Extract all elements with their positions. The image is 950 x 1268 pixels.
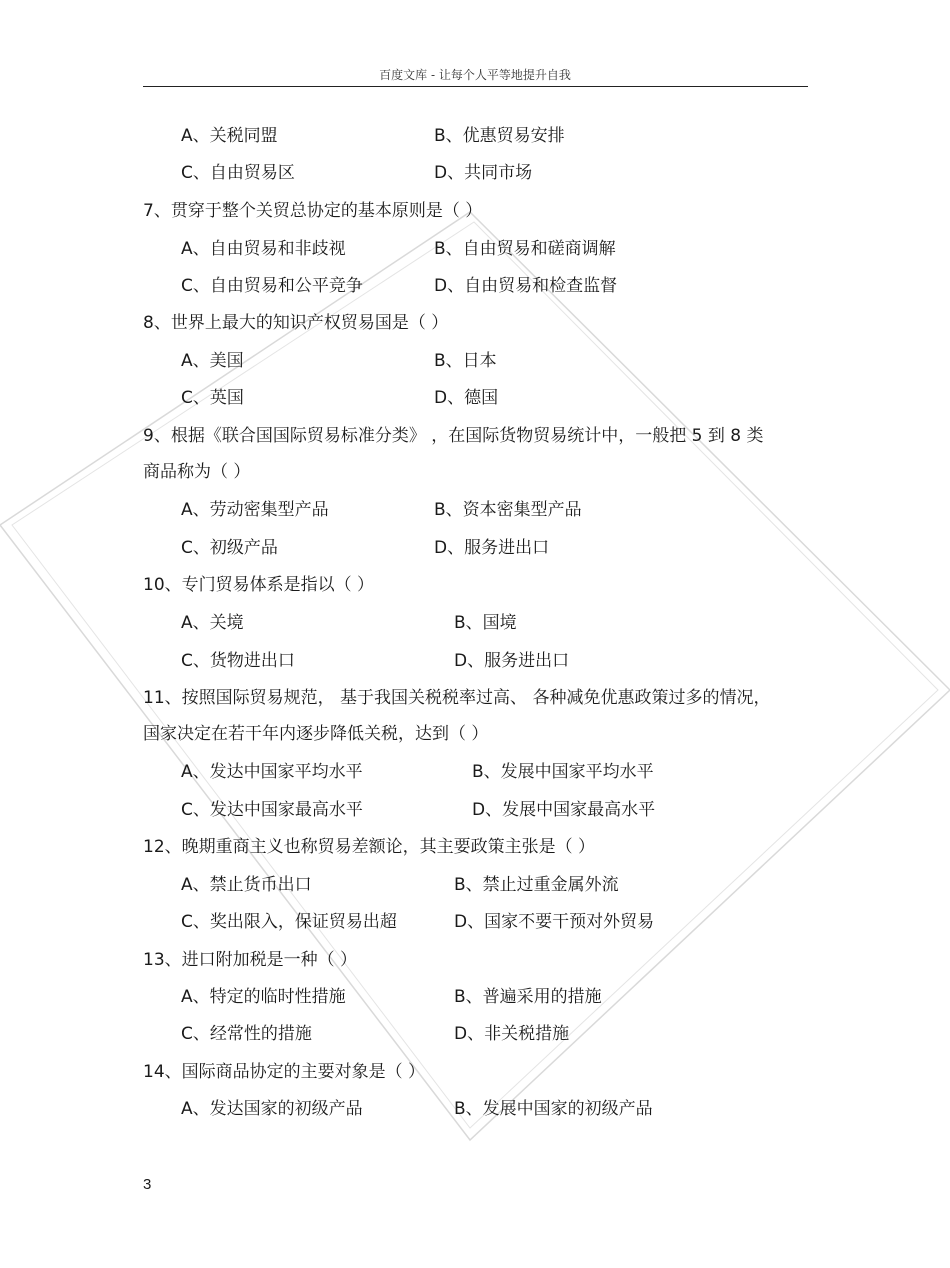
option-a: A、美国: [181, 351, 244, 371]
question-12: 12、晚期重商主义也称贸易差额论，其主要政策主张是（ ）: [143, 837, 596, 857]
option-b: B、自由贸易和磋商调解: [434, 239, 616, 259]
option-a: A、自由贸易和非歧视: [181, 239, 346, 259]
option-d: D、服务进出口: [434, 538, 550, 558]
option-c: C、自由贸易区: [181, 163, 295, 183]
option-c: C、经常性的措施: [181, 1024, 312, 1044]
option-b: B、资本密集型产品: [434, 500, 582, 520]
option-b: B、国境: [454, 613, 517, 633]
option-d: D、德国: [434, 388, 499, 408]
option-c: C、发达中国家最高水平: [181, 800, 363, 820]
question-11-continued: 国家决定在若干年内逐步降低关税，达到（ ）: [143, 724, 489, 744]
page-header-title: 百度文库 - 让每个人平等地提升自我: [379, 68, 571, 82]
header-divider: [143, 86, 808, 87]
option-b: B、发展中国家的初级产品: [454, 1099, 653, 1119]
option-c: C、英国: [181, 388, 244, 408]
option-b: B、禁止过重金属外流: [454, 875, 619, 895]
option-d: D、国家不要干预对外贸易: [454, 912, 655, 932]
option-a: A、关境: [181, 613, 244, 633]
option-c: C、初级产品: [181, 538, 278, 558]
option-c: C、奖出限入，保证贸易出超: [181, 912, 397, 932]
option-a: A、劳动密集型产品: [181, 500, 329, 520]
option-c: C、货物进出口: [181, 651, 295, 671]
question-8: 8、世界上最大的知识产权贸易国是（ ）: [143, 313, 449, 333]
option-d: D、发展中国家最高水平: [472, 800, 656, 820]
option-a: A、发达国家的初级产品: [181, 1099, 363, 1119]
option-c: C、自由贸易和公平竞争: [181, 276, 363, 296]
option-d: D、自由贸易和检查监督: [434, 276, 618, 296]
question-14: 14、国际商品协定的主要对象是（ ）: [143, 1062, 426, 1082]
option-a: A、关税同盟: [181, 126, 278, 146]
option-b: B、优惠贸易安排: [434, 126, 565, 146]
question-7: 7、贯穿于整个关贸总协定的基本原则是（ ）: [143, 201, 483, 221]
option-d: D、共同市场: [434, 163, 533, 183]
question-13: 13、进口附加税是一种（ ）: [143, 950, 358, 970]
question-10: 10、专门贸易体系是指以（ ）: [143, 575, 375, 595]
option-a: A、特定的临时性措施: [181, 987, 346, 1007]
question-9-continued: 商品称为（ ）: [143, 462, 251, 482]
option-b: B、普遍采用的措施: [454, 987, 602, 1007]
option-b: B、日本: [434, 351, 497, 371]
page-number: 3: [143, 1176, 152, 1193]
option-b: B、发展中国家平均水平: [472, 762, 654, 782]
option-d: D、非关税措施: [454, 1024, 570, 1044]
option-a: A、发达中国家平均水平: [181, 762, 363, 782]
option-a: A、禁止货币出口: [181, 875, 312, 895]
question-9: 9、根据《联合国国际贸易标准分类》 ，在国际货物贸易统计中，一般把 5 到 8 类: [143, 426, 764, 446]
question-11: 11、按照国际贸易规范， 基于我国关税税率过高、 各种减免优惠政策过多的情况，: [143, 688, 771, 708]
option-d: D、服务进出口: [454, 651, 570, 671]
